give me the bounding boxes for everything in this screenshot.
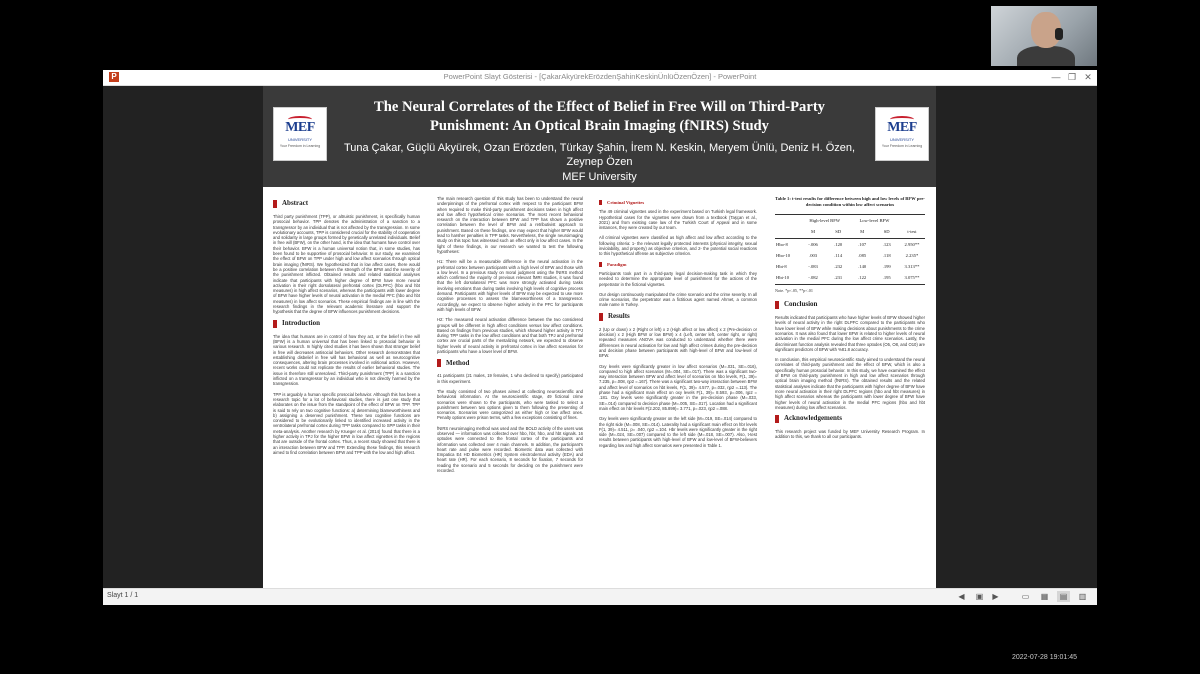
section-marker: [273, 320, 277, 328]
logo-subtext: UNIVERSITY: [287, 137, 312, 142]
reading-view-icon[interactable]: ▤: [1057, 591, 1070, 602]
section-marker: [273, 200, 277, 208]
results-table: [775, 214, 925, 285]
table-sub-header-row: [775, 226, 925, 238]
table-group-low: Low-level BFW: [850, 215, 899, 227]
section-title: Results: [608, 312, 630, 321]
table-empty-header: [899, 215, 925, 227]
table-cell: Hbt-10: [775, 272, 800, 284]
paradigm-paragraph: Our design continuously manipulated the crime scenario and the crime severity. In all crime scenarios, the perpetrator was a fictitious agent named Ahmet, a common male name in Turkey.: [599, 291, 757, 308]
column-3: [599, 196, 757, 453]
poster-authors: Tuna Çakar, Güçlü Akyürek, Ozan Erözden, Türkay Şahin, İrem N. Keskin, Meryem Ünlü, Deniz H. Özen, Zeynep Özen: [343, 142, 856, 168]
table-cell: .120: [834, 241, 843, 247]
section-title: Method: [446, 358, 470, 367]
mef-logo-right: [875, 107, 929, 161]
close-button[interactable]: ✕: [1084, 72, 1092, 82]
table-cell: Hbt-8: [776, 264, 787, 270]
section-header-conclusion: [775, 301, 925, 309]
table-cell: -.083: [808, 264, 818, 270]
table-cell: .118: [882, 252, 891, 258]
slide-sorter-icon[interactable]: ▦: [1040, 592, 1049, 601]
hypothesis-2-text: H2: The measured neural activation difference between the two considered groups will be different in high affect conditions versus low affect conditions. Based on findings from previous studies, which showed higher activity in TPJ during TPP tasks in the low affect conditions and that both TPJ and prefrontal cortex are crucial parts of the mentalizing network, we expected to observe higher levels of neural activity in prefrontal cortex in low affect scenarios for participants who have a lower level of BFW.: [437, 317, 583, 355]
introduction-paragraph: TPP is arguably a human specific prosocial behavior. Although this has been a research topic for a lot of behavioral studies, there is just one study that elaborates on the issue from the standpoint of the effect of BFW on TPP. TPP is said to rely on two cognitive functions: a) determining blameworthiness and b) assigning a deserved punishment. These two cognitive functions are considered to be evolutionarily linked to identified increased activity in the ventrolateral prefrontal cortex during TPP tasks compared to SPP tasks in their meta-analysis. Another research by Krueger et al. (2014) found that there is a higher activity in TPJ for the higher BFW in low affect vignettes in the regions that are outside of the frontal cortex. Thus, a recent study showed that there is an interaction between BFW and TPP. Extending these findings, this research aimed to find correlation between BFW and TPP with the low and high affect.: [273, 391, 420, 455]
section-header-abstract: [273, 200, 420, 208]
slideshow-stage: [103, 86, 1097, 588]
table-cell: 3.075**: [899, 272, 925, 284]
table-cell: .085: [858, 252, 867, 258]
table-column-header: SD: [827, 226, 850, 238]
table-group-header-row: [775, 215, 925, 227]
subsection-header-criminal-vignettes: [599, 200, 757, 205]
poster-title: The Neural Correlates of the Effect of Belief in Free Will on Third-Party Punishment: An Optical Brain Imaging (fNIRS) Study: [374, 99, 825, 134]
restore-button[interactable]: ❐: [1067, 72, 1077, 82]
table-cell: .195: [874, 272, 899, 284]
slideshow-view-icon[interactable]: ▥: [1078, 592, 1087, 601]
table-cell: 2.235*: [905, 252, 919, 258]
conclusion-paragraph: In conclusion, this empirical neuroscientific study aimed to understand the neural correlates of third-party punishment and the effect of BFW, which is also a specifically human prosocial behavior. In this study, we have examined the effect of BFW on third-party punishment in high and low affect scenarios through optical brain imaging method (fNIRS). The obtained results and the related statistical analyses indicate that the participants with higher degree of BFW have more neural activation in their right DLPFC regions (hbo and hbt measures) in high affect scenarios whereas the participants with lower degree of BFW have higher levels of neural activation in the medial PFC regions (hbo and hbt measures) during low affect scenarios.: [775, 357, 925, 410]
acknowledgements-paragraph: This research project was funded by MEF University Research Program. In addition to this, we thank to all our participants.: [775, 429, 925, 440]
table-note: Note. *p<.05, **p<.01: [775, 287, 813, 293]
section-marker: [775, 301, 779, 309]
table-cell: .107: [858, 241, 867, 247]
section-header-method: [437, 359, 583, 367]
logo-tagline: Your Freedom in Learning: [279, 144, 321, 148]
webcam-thumbnail: [991, 6, 1097, 66]
table-cell: Hbo-10: [776, 252, 791, 258]
hypothesis-1-text: H1: There will be a measurable difference in the neural activation in the prefrontal cortex between participants with a high level of BFW and those with a low level. In a previous study on moral judgment using the fNIRS method which confirmed the majority of previous relevant fMRI studies, it was found that the left dorsolateral PFC was more strongly activated during tasks involving emotions than during tasks involving high levels of cognitive process demand. Participants with higher levels of BFW may be expected to use more cognitive processes to assess the blameworthiness of a transgressor. Accordingly, we expect to observe higher activity in the PFC for participants with high levels of BFW.: [437, 259, 583, 312]
table-cell: -.006: [808, 241, 818, 247]
status-bar: [103, 588, 1097, 605]
column-4: [775, 196, 925, 445]
window-title: PowerPoint Slayt Gösterisi - [ÇakarAkyürekErözdenŞahinKeskinÜnlüÖzenÖzen] - PowerPoint: [443, 72, 757, 81]
table-row: [775, 272, 925, 284]
table-cell: .122: [850, 272, 875, 284]
paradigm-paragraph: Participants took part in a third-party legal decision-making task in which they needed to determine the appropriate level of punishment for the actions of the perpetrator in the fictional vignettes.: [599, 270, 757, 287]
table-corner-cell: [775, 226, 800, 238]
introduction-paragraph: The idea that humans are in control of how they act, or the belief in free will (BFW) is a human universal that has been linked to prosocial behavior in various research. In highly cited studies it has been shown that stronger belief in free will decreases antisocial behaviors. Other research demonstrates that establishing disbelief in free will has behavioral as well as neurocognitive consequences, altering brain processes involved in volitional action. However, recent works could not replicate the results of earlier behavioral studies. The issue is therefore still unresolved. Third-party punishment (TPP) is a sanction inflicted on a transgressor by an individual who is not directly harmed by the transgression.: [273, 333, 420, 387]
table-cell: 3.313**: [904, 264, 920, 270]
slide-menu-icon[interactable]: ▣: [975, 592, 984, 601]
datetime-overlay: 2022-07-28 19:01:45: [1012, 654, 1077, 661]
criminal-vignettes-paragraph: All criminal vignettes were classified as high affect and low affect according to the following criteria: 1- the relevant legally protected interests (physical integrity, sexual inviolability, and property) as objective criterion, and 2- the potential social reactions to this hypothetical offense as subjective criterion.: [599, 235, 757, 257]
section-marker: [775, 415, 779, 423]
window-titlebar: [103, 70, 1097, 86]
poster-header: [263, 86, 936, 187]
slide[interactable]: [263, 86, 936, 588]
column-2: [437, 196, 583, 478]
results-paragraph: 2 (Up or down) x 2 (Right or left) x 2 (High affect or low affect) x 2 (Pre-decision or decision) x 2 (High BFW or low BFW) x 4 (Left, center left, center right, or right) repeated measures ANOVA was conducted to understand whether there were differences in neural activation for low and high affect crimes during the pre-decision and decision phase between participants with high-level of BFW and low-level of BFW.: [599, 326, 757, 359]
results-paragraph: Oxy levels were significantly greater on the left side (M=.019, SE=.014) compared to the right side (M=.008, SE=.014). Laterality had a significant main effect on hbr levels F(1, 39)= 4.511, p= .040, ηp2 =.104. Hbr levels were significantly greater in the right side (M=.024, SE=.007) compared to the left side (M=.018, SE=.007). Also, t-test results between participants with high-level of BFW and low-level of BFW-believers regarding low and high affect scenarios were presented in Table 1.: [599, 416, 757, 448]
previous-slide-icon[interactable]: ◀: [958, 592, 965, 601]
criminal-vignettes-paragraph: The 49 criminal vignettes used in the experiment based on Turkish legal framework. Hypothetical cases for the vignettes were drawn from a textbook (Taşçan et al., 2021) and from existing case law of the Turkish Court of Appeal and in some instances, they were created by our team.: [599, 209, 757, 231]
section-header-introduction: [273, 320, 420, 328]
table-column-header: M: [800, 226, 827, 238]
table-row: [775, 261, 925, 272]
section-marker: [599, 200, 602, 205]
method-paragraph: The study consisted of two phases aimed at collecting neuroscientific and behavioral information. At the neuroscientific stage, 49 fictional crime scenarios were shown to the participants, who were tasked to select a punishment between two options given to them following the presenting of scenarios. Scenarios were categorized as either high or low affect ones. Penalty options were prison terms, with a few exceptions consisting of fines.: [437, 388, 583, 421]
section-title: Conclusion: [784, 300, 818, 309]
poster-affiliation: MEF University: [562, 171, 637, 183]
logo-tagline: Your Freedom in Learning: [881, 144, 923, 148]
subsection-title: Criminal Vignettes: [607, 200, 645, 205]
minimize-button[interactable]: —: [1051, 72, 1061, 82]
normal-view-icon[interactable]: ▭: [1021, 592, 1030, 601]
logo-text: MEF: [887, 120, 917, 135]
section-marker: [599, 262, 602, 267]
table-cell: .232: [834, 264, 843, 270]
table-cell: .114: [834, 252, 843, 258]
table-corner-cell: [775, 215, 800, 227]
headphones-icon: [1055, 28, 1063, 40]
research-question-text: The main research question of this study has been to understand the neural underpinnings of the prefrontal cortex with respect to the participant BFW when required to make third-party punishment decisions taken in high affect and low affect hypothetical crime scenarios. The most recent behavioral research on the interaction between BFW and TPP has shown a positive correlation between the level of BFW and a retributivist approach to punishment. Based on these findings, one may expect that higher BFW would lead to harsher penalties in TPP tasks. Nevertheless, the single neuroimaging study on this topic has witnessed such an effect only in low affect cases. In the light of these findings, in our research we wanted to test the following hypotheses:: [437, 196, 583, 254]
section-title: Abstract: [282, 199, 309, 208]
abstract-text: Third party punishment (TPP), or altruistic punishment, is specifically human prosocial behavior. TPP denotes the administration of a sanction to a transgressor by an individual that is not affected by the transgression. In some evolutionary accounts, TPP is considered crucial for the stability of cooperation and solidarity in large groups formed by genetically unrelated individuals. Belief in free will (BFW), on the other hand, is the idea that humans have control over their behavior. BFW is a human universal notion that, in some studies, has been found to be supportive of prosocial behavior. In our study, we examined the effect of BFW on TPP under high and low affect scenarios through optical brain imaging (fNIRS). We hypothesized that in low affect cases, there would be a positive correlation between the strength of the BFW and the severity of the punishment inflicted. Obtained results and related statistical analyses indicate that participants with higher degree of BFW have more neural activation in their right dorsolateral prefrontal cortex (DLPFC) (hbo and hbt measures) in high affect scenarios, whereas the participants with lower degree of BFW have higher levels of neural activation in the medial PFC (hbo and hbt measures) in low affect scenarios. These empirical findings are in line with the research findings in the relevant academic literature and support the hypothesis that the degree of BFW influences punishment decisions.: [273, 214, 420, 315]
method-paragraph: fNIRS neuroimaging method was used and the BOLD activity of the users was observed — information was collected over hbo, hbr, hbo, and hbt signals. 16 optodes were connected to the frontal cortex of the participants and information was collected over 4 main channels. In addition, the participant's heart rate and pulse were recorded. Biometric data was collected with Empatica E4 HD Biometrics (HR) System electrodermal activity (EDA) and heart rate (HR). For each scenario, 8 seconds for fixation, 7 seconds for reading the scenario and 5 seconds for deciding on the punishment were recorded.: [437, 425, 583, 474]
table-row: [775, 250, 925, 261]
powerpoint-icon: P: [109, 72, 119, 82]
table-cell: 2.950**: [904, 241, 920, 247]
section-marker: [599, 313, 603, 321]
table-caption: Table 1: t-test results for difference between high and low levels of BFW pre-decision condition within low affect scenarios: [775, 196, 925, 207]
webcam-person-body: [1017, 46, 1075, 66]
table-cell: Hbo-8: [776, 241, 788, 247]
logo-subtext: UNIVERSITY: [889, 137, 914, 142]
logo-text: MEF: [285, 120, 315, 135]
section-header-acknowledgements: [775, 415, 925, 423]
method-paragraph: 41 participants (21 males, 19 females, 1 who declined to specify) participated in this experiment.: [437, 373, 583, 384]
conclusion-paragraph: Results indicated that participants who have higher levels of BFW showed higher levels of neural activity in the right DLPFC compared to the participants who have lower level of BFW while making decisions about punishments to the crime scenarios. It was also found that lower BFW is related to higher levels of neural activation in the medial PFC during the low affect crime scenarios. Lastly, the discriminant function analysis revealed that three optodes (O5, O8, and O10) are significant predictors of BFW with %81.8 accuracy.: [775, 315, 925, 352]
table-cell: -.082: [800, 272, 827, 284]
mef-logo-left: [273, 107, 327, 161]
table-column-header: M: [850, 226, 875, 238]
section-marker: [437, 359, 441, 367]
table-cell: .199: [882, 264, 891, 270]
subsection-title: Paradigm: [607, 261, 627, 267]
column-1: [273, 196, 420, 460]
table-cell: .231: [827, 272, 850, 284]
table-column-header: SD: [874, 226, 899, 238]
subsection-header-paradigm: [599, 262, 757, 267]
table-cell: .140: [858, 264, 867, 270]
table-group-high: High-level BFW: [800, 215, 850, 227]
table-cell: .003: [809, 252, 818, 258]
table-column-header: t-test: [899, 226, 925, 238]
section-header-results: [599, 313, 757, 321]
results-paragraph: Oxy levels were significantly greater in low affect scenarios (M=.031, SE=.016), compared to high affect scenarios (M=.004, SE=.017). There was a significant two-way interaction between BFW and affect level of scenarios on hbo levels, F(1, 39)= 7.235, p=.008, ηp2 =.167). There was a significant two-way interaction between BFW and affect level of scenarios on hbt levels, F(1, 39)= 4.577, p=.032, ηp2 =.113). The phase had a significant main effect on oxy levels F(1, 39)= 8.593, p=.006, ηp2 = .181. Oxy levels were significantly greater in the pre-decision phase (M=.033, SE=.014) compared to decision phase (M=.005, SE=.017). Location had a significant main effect on hbr levels F(2.202, 85.899)= 3.771, p=.023, ηp2 =.088.: [599, 363, 757, 411]
section-title: Introduction: [282, 318, 320, 327]
next-slide-icon[interactable]: ▶: [992, 592, 999, 601]
table-cell: .123: [882, 241, 891, 247]
section-title: Acknowledgements: [784, 414, 842, 423]
slide-counter: Slayt 1 / 1: [107, 592, 139, 599]
table-row: [775, 238, 925, 250]
